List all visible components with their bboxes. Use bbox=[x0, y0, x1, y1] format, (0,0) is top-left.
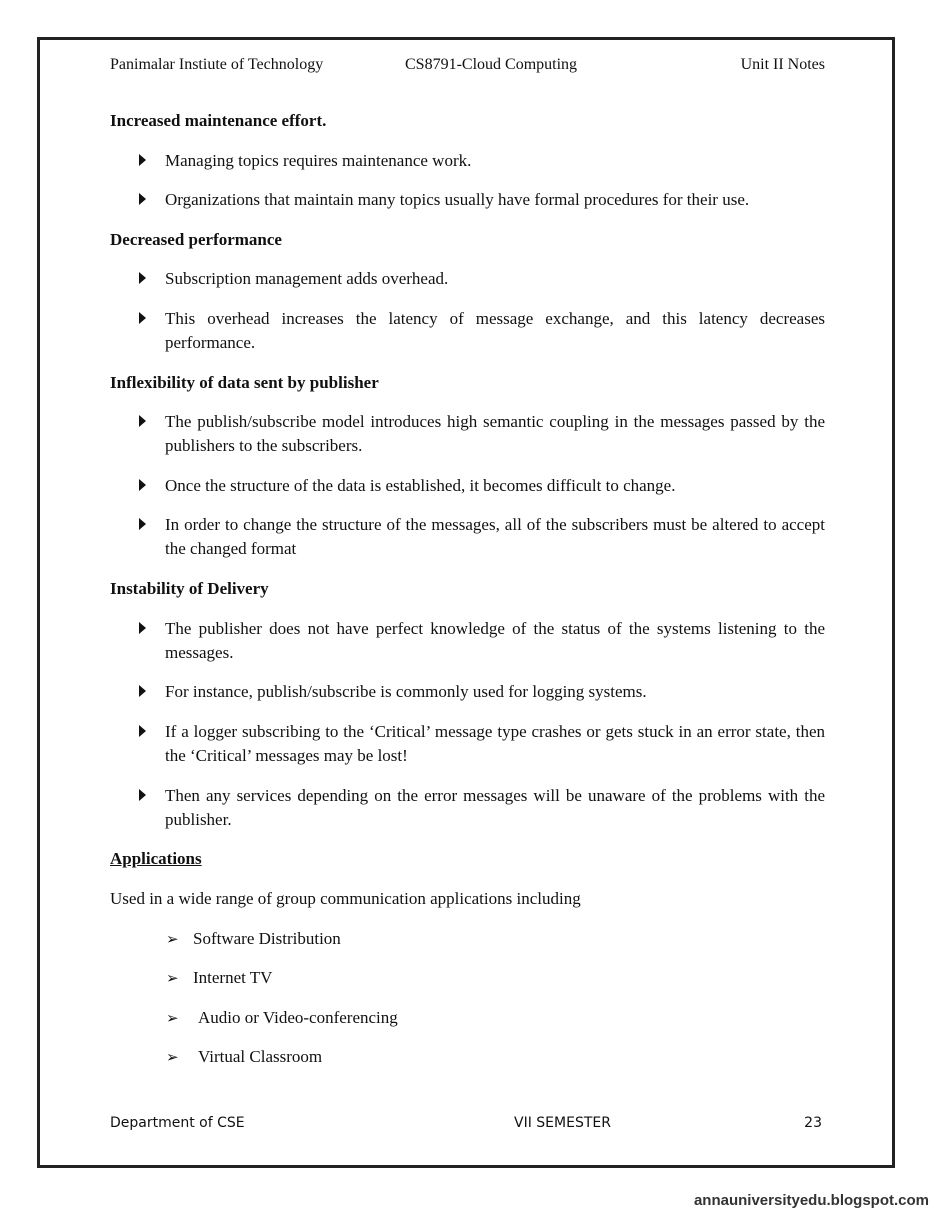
footer-page-number: 23 bbox=[804, 1115, 822, 1131]
bullet-text: In order to change the structure of the messages, all of the subscribers must be altered to accept the changed format bbox=[165, 515, 825, 558]
section-title-maintenance: Increased maintenance effort. bbox=[110, 111, 327, 130]
bullet-text: Managing topics requires maintenance work. bbox=[165, 151, 472, 170]
application-item: Software Distribution bbox=[193, 929, 341, 948]
header-course: CS8791-Cloud Computing bbox=[405, 56, 578, 73]
bullet-triangle-icon bbox=[139, 789, 146, 801]
arrow-bullet-icon: ➢ bbox=[166, 1009, 179, 1027]
footer-department: Department of CSE bbox=[110, 1115, 245, 1131]
bullet-text: Organizations that maintain many topics usually have formal procedures for their use. bbox=[165, 190, 750, 209]
bullet-triangle-icon bbox=[139, 518, 146, 530]
section-title-applications: Applications bbox=[110, 849, 202, 868]
application-item: Audio or Video-conferencing bbox=[198, 1008, 398, 1027]
bullet-triangle-icon bbox=[139, 312, 146, 324]
bullet-text: If a logger subscribing to the ‘Critical’ message type crashes or gets stuck in an error state, then the ‘Critical’ messages may be lost! bbox=[165, 722, 825, 765]
bullet-triangle-icon bbox=[139, 725, 146, 737]
watermark: annauniversityedu.blogspot.com bbox=[693, 1192, 929, 1209]
bullet-text: The publish/subscribe model introduces high semantic coupling in the messages passed by the publishers to the subscribers. bbox=[165, 412, 825, 455]
header-unit: Unit II Notes bbox=[740, 56, 825, 73]
page-footer bbox=[110, 1115, 822, 1135]
bullet-text: Once the structure of the data is established, it becomes difficult to change. bbox=[165, 476, 676, 495]
bullet-text: This overhead increases the latency of message exchange, and this latency decreases performance. bbox=[165, 309, 825, 352]
header-institute: Panimalar Instiute of Technology bbox=[110, 56, 324, 73]
bullet-triangle-icon bbox=[139, 685, 146, 697]
arrow-bullet-icon: ➢ bbox=[166, 969, 179, 987]
application-item: Internet TV bbox=[193, 968, 273, 987]
bullet-triangle-icon bbox=[139, 272, 146, 284]
bullet-triangle-icon bbox=[139, 415, 146, 427]
section-title-instability: Instability of Delivery bbox=[110, 579, 269, 598]
arrow-bullet-icon: ➢ bbox=[166, 1048, 179, 1066]
bullet-triangle-icon bbox=[139, 622, 146, 634]
bullet-text: For instance, publish/subscribe is commonly used for logging systems. bbox=[165, 682, 647, 701]
bullet-triangle-icon bbox=[139, 193, 146, 205]
applications-intro: Used in a wide range of group communication applications including bbox=[110, 889, 581, 908]
bullet-text: Then any services depending on the error messages will be unaware of the problems with the publisher. bbox=[165, 786, 825, 829]
section-title-performance: Decreased performance bbox=[110, 230, 282, 249]
application-item: Virtual Classroom bbox=[198, 1047, 323, 1066]
section-title-inflexibility: Inflexibility of data sent by publisher bbox=[110, 373, 379, 392]
bullet-triangle-icon bbox=[139, 154, 146, 166]
footer-semester: VII SEMESTER bbox=[514, 1115, 611, 1131]
bullet-text: Subscription management adds overhead. bbox=[165, 269, 449, 288]
page-header bbox=[110, 56, 825, 78]
bullet-triangle-icon bbox=[139, 479, 146, 491]
bullet-text: The publisher does not have perfect knowledge of the status of the systems listening to the messages. bbox=[165, 619, 825, 662]
arrow-bullet-icon: ➢ bbox=[166, 930, 179, 948]
